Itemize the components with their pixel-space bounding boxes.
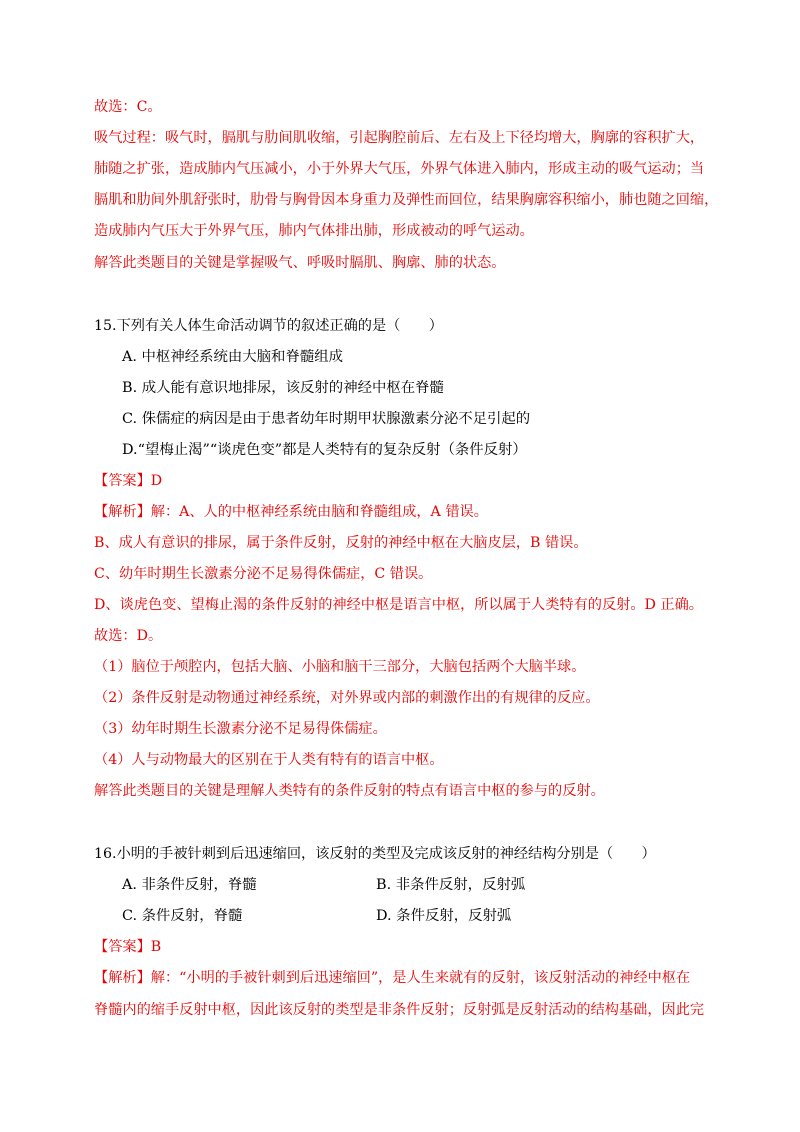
choice-line: 故选：C。 [94,99,162,115]
q15-choice-line: 故选：D。 [94,628,163,644]
analysis-line: 肺随之扩张，造成肺内气压减小，小于外界大气压，外界气体进入肺内，形成主动的吸气运动；当 [94,161,705,177]
question-15-stem: 15.下列有关人体生命活动调节的叙述正确的是（ ） [94,318,443,334]
analysis-line: 膈肌和肋间外肌舒张时，肋骨与胸骨因本身重力及弹性而回位，结果胸廓容积缩小，肺也随之回缩， [94,192,719,208]
q15-option-a: A. 中枢神经系统由大脑和脊髓组成 [122,349,344,365]
q16-option-b: B. 非条件反射，反射弧 [376,877,526,893]
q15-analysis-line: B、成人有意识的排尿，属于条件反射，反射的神经中枢在大脑皮层，B 错误。 [94,535,588,551]
q15-option-b: B. 成人能有意识地排尿，该反射的神经中枢在脊髓 [122,380,444,396]
analysis-line: 吸气过程：吸气时，膈肌与肋间肌收缩，引起胸腔前后、左右及上下径均增大，胸廓的容积扩大， [94,130,705,146]
q15-point-4: （4）人与动物最大的区别在于人类有特有的语言中枢。 [94,752,444,768]
summary-line: 解答此类题目的关键是掌握吸气、呼吸时膈肌、胸廓、肺的状态。 [94,255,506,271]
q16-option-c: C. 条件反射，脊髓 [122,908,243,924]
q16-answer: 【答案】B [94,939,162,955]
q15-analysis-line: 【解析】解：A、人的中枢神经系统由脑和脊髓组成，A 错误。 [94,504,488,520]
q15-answer: 【答案】D [94,473,163,489]
question-16-stem: 16.小明的手被针刺到后迅速缩回，该反射的类型及完成该反射的神经结构分别是（ ） [94,846,656,862]
q15-option-c: C. 侏儒症的病因是由于患者幼年时期甲状腺激素分泌不足引起的 [122,411,531,427]
q15-point-3: （3）幼年时期生长激素分泌不足易得侏儒症。 [94,721,387,737]
q16-option-a: A. 非条件反射，脊髓 [122,877,257,893]
q16-analysis-line: 脊髓内的缩手反射中枢，因此该反射的类型是非条件反射；反射弧是反射活动的结构基础，因此完 [94,1002,705,1018]
q15-analysis-line: C、幼年时期生长激素分泌不足易得侏儒症，C 错误。 [94,566,433,582]
q15-summary: 解答此类题目的关键是理解人类特有的条件反射的特点有语言中枢的参与的反射。 [94,783,605,799]
q15-point-2: （2）条件反射是动物通过神经系统，对外界或内部的刺激作出的有规律的反应。 [94,690,600,706]
q16-option-d: D. 条件反射，反射弧 [376,908,512,924]
q15-option-d: D.“望梅止渴”“谈虎色变”都是人类特有的复杂反射（条件反射） [122,442,527,458]
q15-point-1: （1）脑位于颅腔内，包括大脑、小脑和脑干三部分，大脑包括两个大脑半球。 [94,659,586,675]
q16-analysis-line: 【解析】解：“小明的手被针刺到后迅速缩回”，是人生来就有的反射，该反射活动的神经中枢在 [94,970,691,986]
analysis-line: 造成肺内气压大于外界气压，肺内气体排出肺，形成被动的呼气运动。 [94,223,534,239]
q15-analysis-line: D、谈虎色变、望梅止渴的条件反射的神经中枢是语言中枢，所以属于人类特有的反射。D 正确。 [94,597,703,613]
